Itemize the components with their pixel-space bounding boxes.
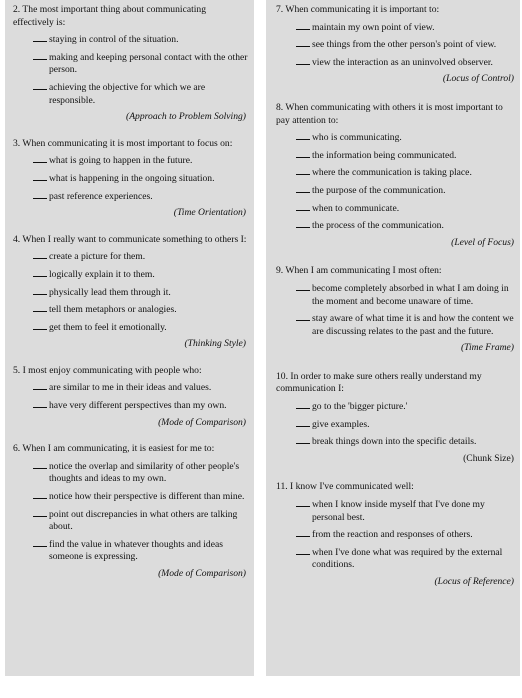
question-2 <box>13 4 248 124</box>
answer-blank[interactable] <box>33 172 47 181</box>
answer-option[interactable]: when I've done what was required by the external conditions. <box>290 546 516 572</box>
category-label: (Chunk Size) <box>463 452 514 464</box>
answer-blank[interactable] <box>33 538 47 547</box>
answer-blank[interactable] <box>296 435 310 444</box>
answer-blank[interactable] <box>33 51 47 60</box>
answer-blank[interactable] <box>296 166 310 175</box>
answer-option[interactable]: making and keeping personal contact with the other person. <box>27 51 248 77</box>
answer-blank[interactable] <box>33 286 47 295</box>
answer-blank[interactable] <box>33 250 47 259</box>
question-title: 11. I know I've communicated well: <box>276 481 414 493</box>
answer-blank[interactable] <box>33 268 47 277</box>
answer-option[interactable]: see things from the other person's point of view. <box>290 38 516 52</box>
answer-option[interactable]: achieving the objective for which we are responsible. <box>27 81 248 107</box>
answer-option[interactable]: when I know inside myself that I've done my personal best. <box>290 498 516 524</box>
question-title: 10. In order to make sure others really understand my communication I: <box>276 370 482 395</box>
left-column <box>5 0 254 676</box>
answer-blank[interactable] <box>33 399 47 408</box>
answer-blank[interactable] <box>296 38 310 47</box>
question-11 <box>276 481 516 588</box>
answer-option[interactable]: are similar to me in their ideas and values. <box>27 381 248 395</box>
category-label: (Locus of Reference) <box>434 576 514 587</box>
category-label: (Mode of Comparison) <box>158 416 246 428</box>
answer-blank[interactable] <box>33 321 47 330</box>
answer-option[interactable]: stay aware of what time it is and how the content we are discussing relates to the past and the future. <box>290 312 516 338</box>
question-6 <box>13 443 248 580</box>
category-label: (Time Orientation) <box>173 207 246 219</box>
answer-blank[interactable] <box>296 56 310 65</box>
answer-option[interactable]: past reference experiences. <box>27 190 248 204</box>
answer-blank[interactable] <box>296 131 310 140</box>
answer-option[interactable]: tell them metaphors or analogies. <box>27 303 248 317</box>
answer-blank[interactable] <box>296 149 310 158</box>
answer-option[interactable]: staying in control of the situation. <box>27 33 248 47</box>
answer-option[interactable]: go to the 'bigger picture.' <box>290 400 516 414</box>
question-4 <box>13 234 248 351</box>
question-5 <box>13 365 248 429</box>
question-title: 7. When communicating it is important to: <box>276 4 440 15</box>
question-9 <box>276 265 516 355</box>
question-10 <box>276 371 516 466</box>
right-column <box>266 0 520 676</box>
question-title: 6. When I am communicating, it is easiest for me to: <box>13 443 215 455</box>
answer-option[interactable]: have very different perspectives than my own. <box>27 399 248 413</box>
answer-option[interactable]: who is communicating. <box>290 131 516 145</box>
answer-option[interactable]: maintain my own point of view. <box>290 21 516 35</box>
question-title: 5. I most enjoy communicating with people who: <box>13 364 202 376</box>
answer-blank[interactable] <box>296 21 310 30</box>
question-title: 3. When communicating it is most important to focus on: <box>13 137 233 149</box>
answer-option[interactable]: logically explain it to them. <box>27 268 248 282</box>
category-label: (Thinking Style) <box>184 338 246 350</box>
answer-blank[interactable] <box>296 418 310 427</box>
answer-blank[interactable] <box>33 154 47 163</box>
answer-option[interactable]: the purpose of the communication. <box>290 184 516 198</box>
answer-option[interactable]: view the interaction as an uninvolved observer. <box>290 56 516 70</box>
question-title: 4. When I really want to communicate something to others I: <box>13 233 247 245</box>
answer-blank[interactable] <box>296 184 310 193</box>
answer-blank[interactable] <box>296 400 310 409</box>
answer-option[interactable]: notice the overlap and similarity of other people's thoughts and ideas to my own. <box>27 460 248 486</box>
category-label: (Locus of Control) <box>442 73 514 85</box>
answer-option[interactable]: where the communication is taking place. <box>290 166 516 180</box>
answer-blank[interactable] <box>296 312 310 321</box>
answer-blank[interactable] <box>296 498 310 507</box>
answer-blank[interactable] <box>296 528 310 537</box>
answer-option[interactable]: the information being communicated. <box>290 149 516 163</box>
answer-blank[interactable] <box>33 303 47 312</box>
answer-blank[interactable] <box>33 490 47 499</box>
answer-option[interactable]: physically lead them through it. <box>27 286 248 300</box>
answer-option[interactable]: find the value in whatever thoughts and ideas someone is expressing. <box>27 538 248 564</box>
answer-blank[interactable] <box>33 508 47 517</box>
answer-option[interactable]: create a picture for them. <box>27 250 248 264</box>
question-title: 8. When communicating with others it is most important to pay attention to: <box>276 101 503 126</box>
category-label: (Approach to Problem Solving) <box>126 111 246 123</box>
answer-option[interactable]: become completely absorbed in what I am doing in the moment and become unaware of time. <box>290 282 516 308</box>
answer-blank[interactable] <box>33 190 47 199</box>
question-title: 2. The most important thing about communicating effectively is: <box>13 4 207 28</box>
answer-option[interactable]: the process of the communication. <box>290 219 516 233</box>
answer-option[interactable]: break things down into the specific details. <box>290 435 516 449</box>
answer-option[interactable]: get them to feel it emotionally. <box>27 321 248 335</box>
answer-blank[interactable] <box>33 81 47 90</box>
answer-blank[interactable] <box>33 381 47 390</box>
answer-blank[interactable] <box>296 202 310 211</box>
answer-option[interactable]: point out discrepancies in what others are talking about. <box>27 508 248 534</box>
answer-option[interactable]: from the reaction and responses of others. <box>290 528 516 542</box>
answer-option[interactable]: when to communicate. <box>290 202 516 216</box>
category-label: (Mode of Comparison) <box>158 568 246 579</box>
answer-option[interactable]: what is happening in the ongoing situation. <box>27 172 248 186</box>
question-3 <box>13 138 248 220</box>
answer-blank[interactable] <box>296 282 310 291</box>
answer-blank[interactable] <box>296 219 310 228</box>
category-label: (Level of Focus) <box>451 236 514 248</box>
answer-option[interactable]: notice how their perspective is different than mine. <box>27 490 248 504</box>
question-title: 9. When I am communicating I most often: <box>276 265 442 277</box>
answer-blank[interactable] <box>296 546 310 555</box>
category-label: (Time Frame) <box>460 342 514 354</box>
answer-blank[interactable] <box>33 33 47 42</box>
answer-blank[interactable] <box>33 460 47 469</box>
answer-option[interactable]: give examples. <box>290 418 516 432</box>
question-8 <box>276 102 516 249</box>
answer-option[interactable]: what is going to happen in the future. <box>27 154 248 168</box>
question-7 <box>276 4 516 86</box>
